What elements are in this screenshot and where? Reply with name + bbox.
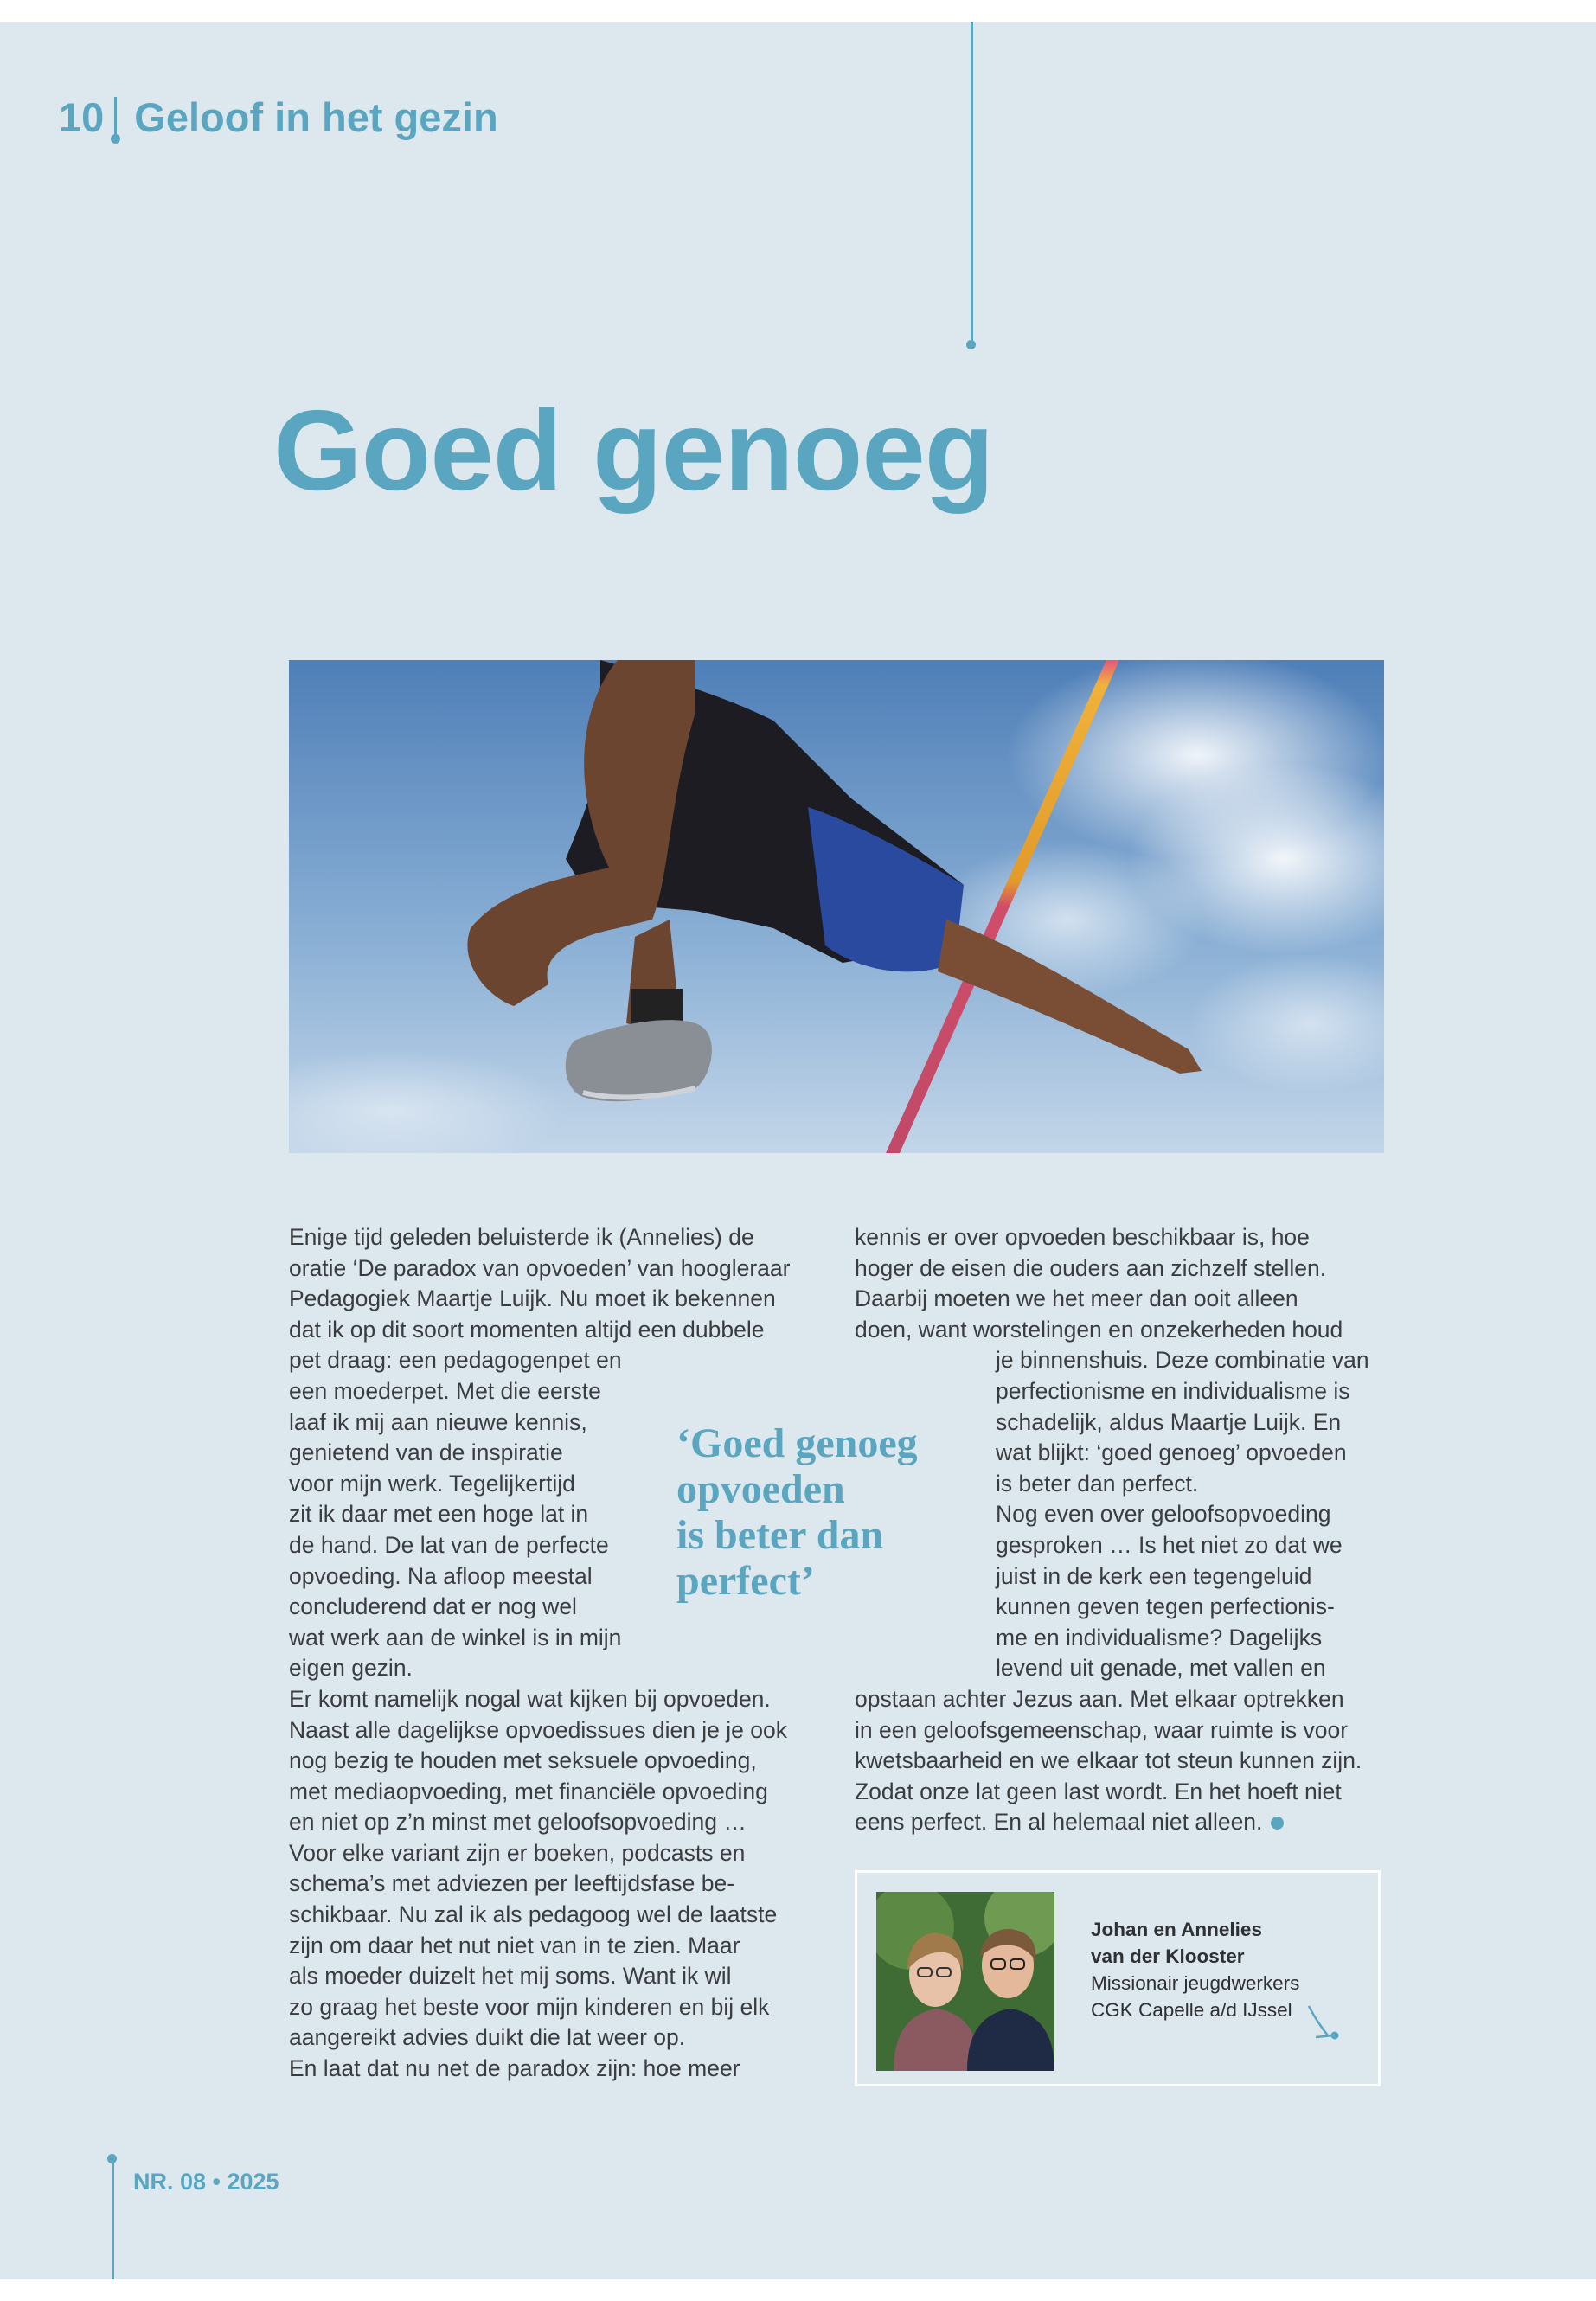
header-separator (114, 97, 117, 137)
pull-quote-line: perfect’ (676, 1558, 815, 1604)
article-text-line: levend uit genade, met vallen en (996, 1655, 1326, 1682)
article-text-line: Nog even over geloofsopvoeding (996, 1501, 1331, 1528)
article-text-line: een moederpet. Met die eerste (289, 1377, 601, 1404)
article-column-left (289, 1222, 825, 2085)
article-text-line: pet draag: een pedagogenpet en (289, 1347, 622, 1374)
article-text-line: nog bezig te houden met seksuele opvoeding, (289, 1747, 757, 1774)
article-text-line: zit ik daar met een hoge lat in (289, 1501, 589, 1528)
article-text-line: dat ik op dit soort momenten altijd een dubbele (289, 1316, 765, 1343)
article-text-line: oratie ‘De paradox van opvoeden’ van hoogleraar (289, 1254, 791, 1281)
article-text-line: in een geloofsgemeenschap, waar ruimte is voor (855, 1716, 1349, 1743)
pull-quote-line: ‘Goed genoeg (676, 1420, 918, 1466)
article-title: Goed genoeg (273, 387, 994, 514)
article-photo (289, 660, 1384, 1153)
article-text-line: kennis er over opvoeden beschikbaar is, hoe (855, 1224, 1310, 1250)
article-text-line: wat werk aan de winkel is in mijn (289, 1624, 622, 1650)
article-text-line: schikbaar. Nu zal ik als pedagoog wel de laatste (289, 1901, 778, 1928)
issue-number: NR. 08 • 2025 (133, 2169, 279, 2195)
article-column-right (855, 1222, 1391, 1838)
article-text-line: schadelijk, aldus Maartje Luijk. En (996, 1408, 1342, 1435)
author-organisation: CGK Capelle a/d IJssel (1091, 1999, 1292, 2021)
article-text-line: laaf ik mij aan nieuwe kennis, (289, 1408, 587, 1435)
article-text-line (855, 1807, 1391, 1838)
top-divider-dot (966, 340, 976, 349)
article-text-line: voor mijn werk. Tegelijkertijd (289, 1470, 575, 1497)
article-text-line: Daarbij moeten we het meer dan ooit alleen (855, 1285, 1298, 1312)
article-text-line-end: eens perfect. En al helemaal niet alleen. (855, 1809, 1263, 1836)
article-text-line: Er komt namelijk nogal wat kijken bij opvoeden. (289, 1685, 771, 1712)
article-text-line: opstaan achter Jezus aan. Met elkaar optrekken (855, 1685, 1344, 1712)
article-text-line: kunnen geven tegen perfectionis- (996, 1593, 1335, 1620)
author-role: Missionair jeugdwerkers (1091, 1972, 1300, 1994)
article-text-line: wat blijkt: ‘goed genoeg’ opvoeden (996, 1439, 1347, 1466)
section-title: Geloof in het gezin (134, 94, 498, 140)
end-of-article-dot-icon (1271, 1817, 1284, 1830)
article-text-line: gesproken … Is het niet zo dat we (996, 1531, 1343, 1558)
article-text-line: Pedagogiek Maartje Luijk. Nu moet ik bekennen (289, 1285, 776, 1312)
pull-quote-line: is beter dan (676, 1512, 884, 1558)
article-text-line: hoger de eisen die ouders aan zichzelf stellen. (855, 1254, 1327, 1281)
footer-divider-line (112, 2158, 114, 2279)
article-text-line: juist in de kerk een tegengeluid (996, 1562, 1312, 1589)
article-text-line: de hand. De lat van de perfecte (289, 1531, 609, 1558)
article-text-line: Naast alle dagelijkse opvoedissues dien je je ook (289, 1716, 787, 1743)
article-text-line: schema’s met adviezen per leeftijdsfase be- (289, 1870, 735, 1897)
top-divider-line (971, 22, 973, 346)
author-credits (1091, 1916, 1299, 2023)
article-text-line: doen, want worstelingen en onzekerheden houd (855, 1316, 1343, 1343)
article-text-line: kwetsbaarheid en we elkaar tot steun kunnen zijn. (855, 1747, 1362, 1774)
article-text-line: Zodat onze lat geen last wordt. En het hoeft niet (855, 1778, 1342, 1804)
pen-flourish-icon (1305, 2003, 1340, 2041)
article-text-line: perfectionisme en individualisme is (996, 1377, 1350, 1404)
pull-quote-line: opvoeden (676, 1466, 845, 1512)
article-text-line: met mediaopvoeding, met financiële opvoeding (289, 1778, 768, 1804)
author-name-line1: Johan en Annelies (1091, 1919, 1262, 1940)
footer-divider-dot (107, 2154, 117, 2163)
article-text-line: Voor elke variant zijn er boeken, podcasts en (289, 1839, 746, 1866)
article-text-line: zo graag het beste voor mijn kinderen en bij elk (289, 1993, 770, 2020)
article-text-line: En laat dat nu net de paradox zijn: hoe meer (289, 2055, 740, 2082)
article-text-line: eigen gezin. (289, 1655, 413, 1682)
article-text-line: me en individualisme? Dagelijks (996, 1624, 1323, 1650)
author-name-line2: van der Klooster (1091, 1945, 1245, 1967)
article-text-line: Enige tijd geleden beluisterde ik (Annelies) de (289, 1224, 754, 1250)
author-photo (876, 1892, 1054, 2071)
page-number: 10 (59, 94, 105, 140)
author-box (855, 1870, 1381, 2086)
article-text-line: concluderend dat er nog wel (289, 1593, 577, 1620)
article-text-line: opvoeding. Na afloop meestal (289, 1562, 593, 1589)
article-text-line: en niet op z’n minst met geloofsopvoeding … (289, 1809, 747, 1836)
article-text-line: genietend van de inspiratie (289, 1439, 563, 1466)
article-text-line: is beter dan perfect. (996, 1470, 1199, 1497)
article-text-line: je binnenshuis. Deze combinatie van (996, 1347, 1369, 1374)
article-text-line: zijn om daar het nut niet van in te zien. Maar (289, 1932, 740, 1958)
article-text-line: als moeder duizelt het mij soms. Want ik wil (289, 1963, 732, 1990)
article-text-line: aangereikt advies duikt die lat weer op. (289, 2024, 686, 2051)
running-header (59, 93, 498, 141)
